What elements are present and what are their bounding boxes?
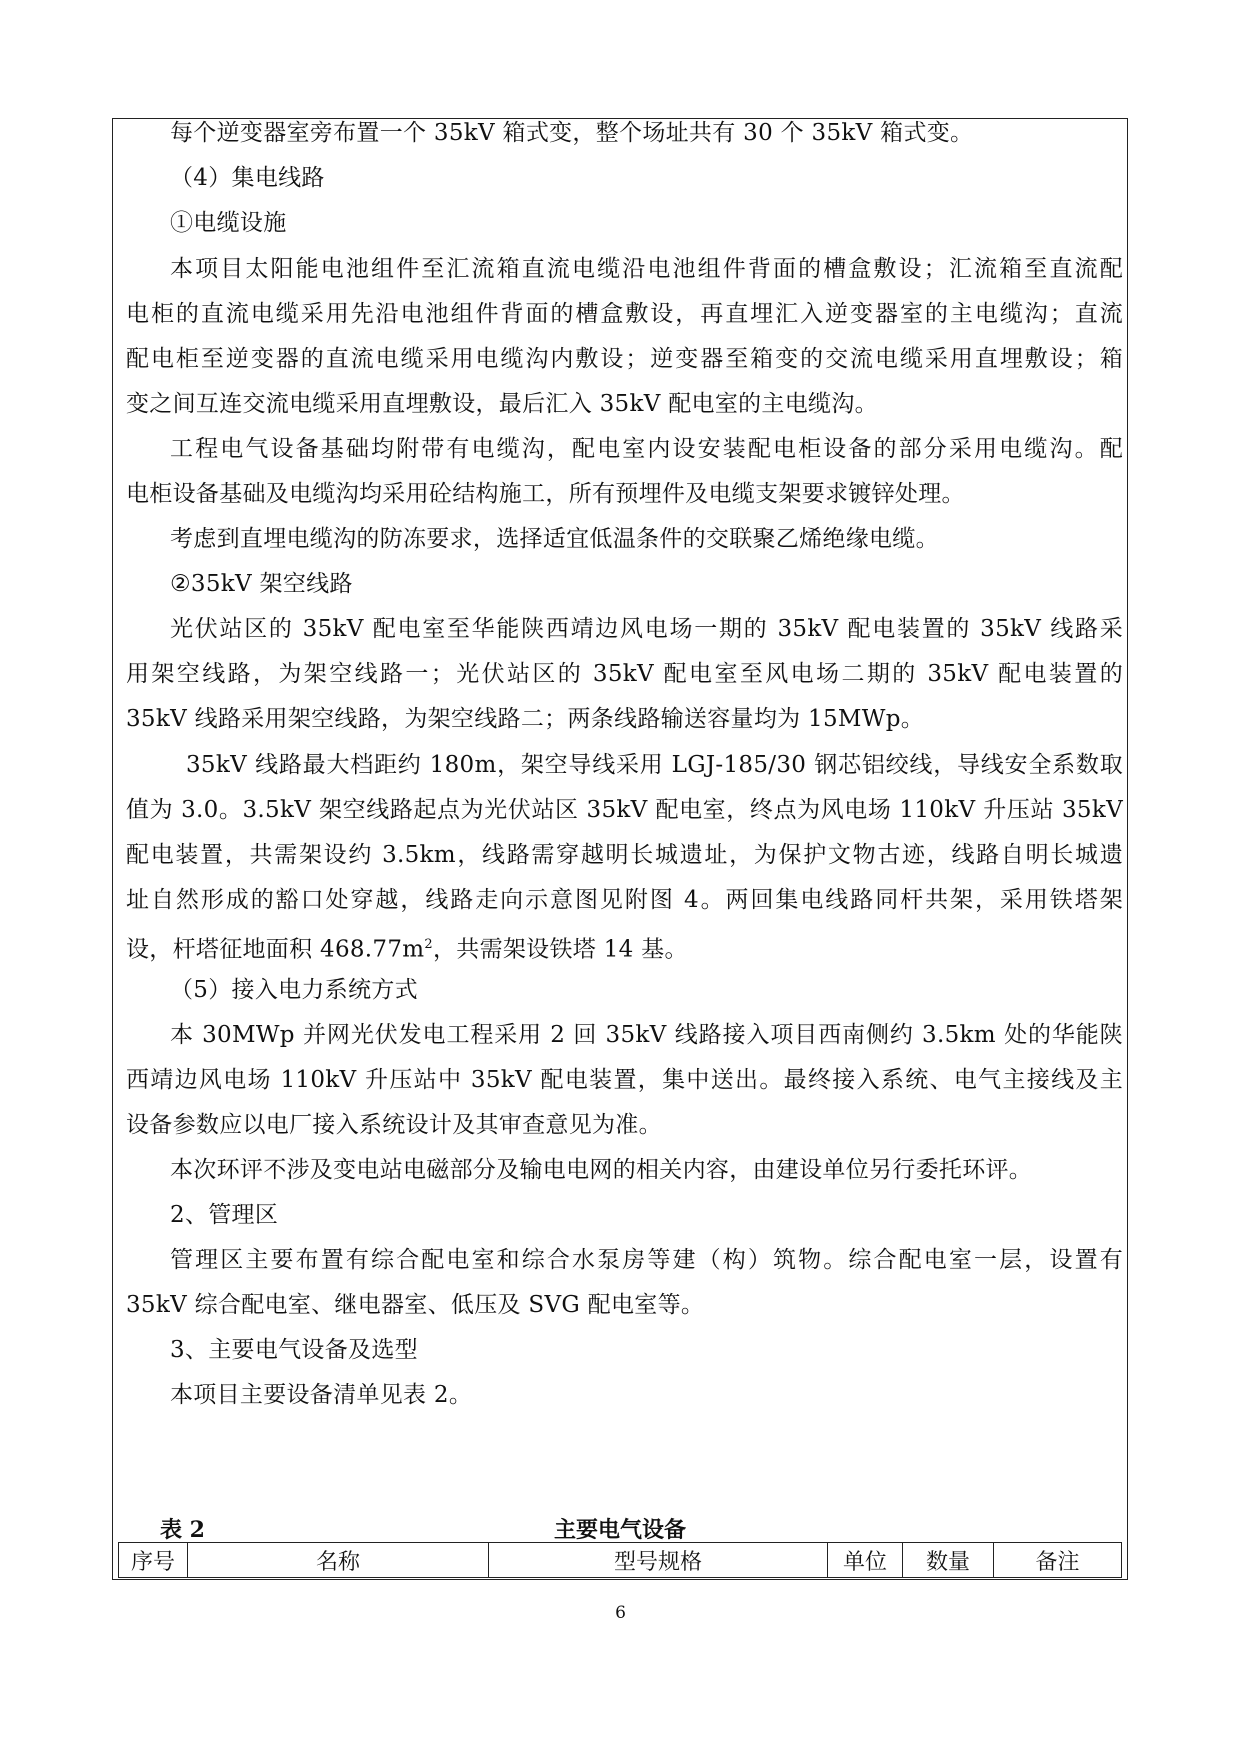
header-cell: 数量: [903, 1543, 994, 1578]
paragraph-line: 考虑到直埋电缆沟的防冻要求，选择适宜低温条件的交联聚乙烯绝缘电缆。: [170, 526, 939, 552]
area-text: 设，杆塔征地面积 468.77m: [126, 936, 425, 963]
paragraph-line: 配电装置，共需架设约 3.5km，线路需穿越明长城遗址，为保护文物古迹，线路自明长城遗: [126, 842, 1123, 868]
paragraph-line: [126, 930, 1123, 965]
header-cell: 备注: [994, 1543, 1122, 1578]
paragraph-line: 本项目主要设备清单见表 2。: [170, 1382, 473, 1408]
header-cell: 名称: [188, 1543, 489, 1578]
paragraph-line: 电柜的直流电缆采用先沿电池组件背面的槽盒敷设，再直埋汇入逆变器室的主电缆沟；直流: [126, 301, 1123, 327]
subsection-heading: ②35kV 架空线路: [170, 571, 353, 597]
paragraph-line: 35kV 综合配电室、继电器室、低压及 SVG 配电室等。: [126, 1292, 705, 1318]
section-heading: （5）接入电力系统方式: [170, 977, 418, 1003]
section-heading: 3、主要电气设备及选型: [170, 1337, 418, 1363]
page-number: 6: [615, 1603, 626, 1623]
table-title: 主要电气设备: [553, 1517, 686, 1543]
paragraph-line: 电柜设备基础及电缆沟均采用砼结构施工，所有预埋件及电缆支架要求镀锌处理。: [126, 481, 965, 507]
table-caption: [112, 1513, 1128, 1543]
table-header-row: [119, 1543, 1122, 1578]
area-tail: ，共需架设铁塔 14 基。: [432, 936, 688, 963]
header-cell: 型号规格: [489, 1543, 828, 1578]
paragraph-line: 变之间互连交流电缆采用直埋敷设，最后汇入 35kV 配电室的主电缆沟。: [126, 391, 878, 417]
subsection-heading: ①电缆设施: [170, 210, 287, 236]
paragraph-line: 值为 3.0。3.5kV 架空线路起点为光伏站区 35kV 配电室，终点为风电场 110kV 升压站 35kV: [126, 797, 1123, 823]
paragraph-line: 工程电气设备基础均附带有电缆沟，配电室内设安装配电柜设备的部分采用电缆沟。配: [170, 436, 1123, 462]
paragraph-line: 管理区主要布置有综合配电室和综合水泵房等建（构）筑物。综合配电室一层，设置有: [170, 1247, 1123, 1273]
paragraph-line: 光伏站区的 35kV 配电室至华能陕西靖边风电场一期的 35kV 配电装置的 35kV 线路采: [170, 616, 1123, 642]
paragraph-line: 配电柜至逆变器的直流电缆采用电缆沟内敷设；逆变器至箱变的交流电缆采用直埋敷设；箱: [126, 346, 1123, 372]
table-label: 表 2: [160, 1517, 205, 1543]
paragraph-line: 址自然形成的豁口处穿越，线路走向示意图见附图 4。两回集电线路同杆共架，采用铁塔架: [126, 887, 1123, 913]
area-superscript: 2: [424, 937, 433, 952]
paragraph-line: 35kV 线路最大档距约 180m，架空导线采用 LGJ-185/30 钢芯铝绞线，导线安全系数取: [186, 752, 1123, 778]
paragraph-line: 本次环评不涉及变电站电磁部分及输电电网的相关内容，由建设单位另行委托环评。: [170, 1157, 1033, 1183]
paragraph-line: 设备参数应以电厂接入系统设计及其审查意见为准。: [126, 1112, 662, 1138]
paragraph-line: 每个逆变器室旁布置一个 35kV 箱式变，整个场址共有 30 个 35kV 箱式变。: [170, 120, 974, 146]
section-heading: （4）集电线路: [170, 165, 325, 191]
section-heading: 2、管理区: [170, 1202, 279, 1228]
header-cell: 单位: [828, 1543, 903, 1578]
header-cell: 序号: [119, 1543, 188, 1578]
equipment-table-header: [118, 1542, 1122, 1578]
paragraph-line: 用架空线路，为架空线路一；光伏站区的 35kV 配电室至风电场二期的 35kV 配电装置的: [126, 661, 1123, 687]
paragraph-line: 本项目太阳能电池组件至汇流箱直流电缆沿电池组件背面的槽盒敷设；汇流箱至直流配: [170, 256, 1123, 282]
paragraph-line: 35kV 线路采用架空线路，为架空线路二；两条线路输送容量均为 15MWp。: [126, 706, 925, 732]
paragraph-line: 本 30MWp 并网光伏发电工程采用 2 回 35kV 线路接入项目西南侧约 3.5km 处的华能陕: [170, 1022, 1123, 1048]
paragraph-line: 西靖边风电场 110kV 升压站中 35kV 配电装置，集中送出。最终接入系统、电气主接线及主: [126, 1067, 1123, 1093]
